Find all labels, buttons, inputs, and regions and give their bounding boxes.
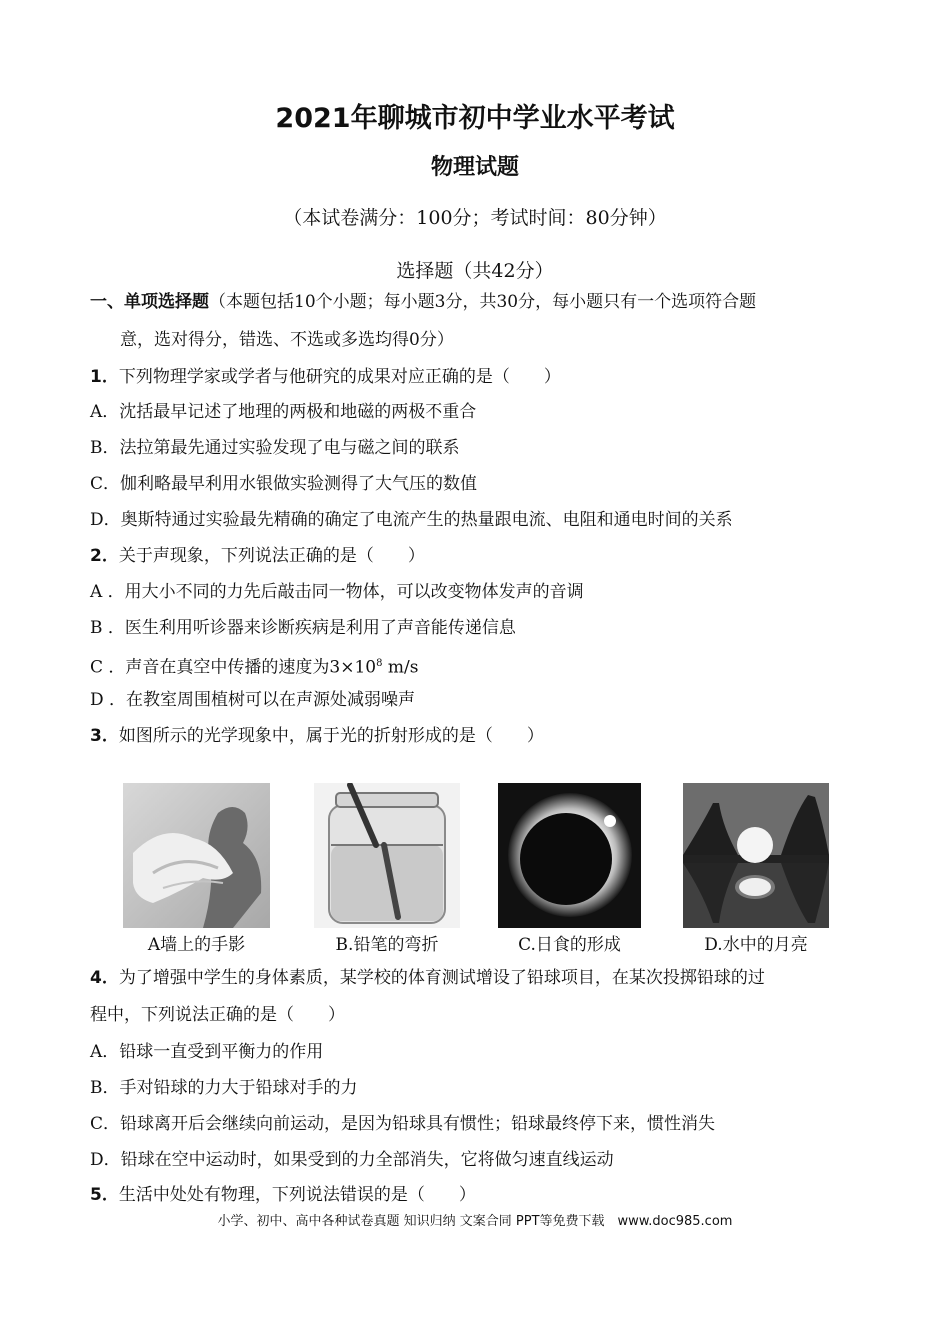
q1-stem-line [90,365,561,389]
q2-option-c [90,652,418,680]
figure-hand-shadow [123,783,270,928]
q2-number: 2． [90,546,119,566]
q2-option-c-exp: 8 [376,658,383,669]
part1-heading-line [90,290,756,314]
caption-b: B.铅笔的弯折 [335,935,439,955]
exam-subtitle: 物理试题 [430,155,519,180]
q2-stem: 关于声现象，下列说法正确的是（ ） [118,546,425,566]
q4-option-b: B．手对铅球的力大于铅球对手的力 [90,1078,358,1098]
figure-moon-reflection [683,783,829,928]
section-title: 选择题（共42分） [396,260,554,282]
q4-stem-b: 程中，下列说法正确的是（ ） [90,1005,345,1025]
caption-c: C.日食的形成 [518,935,621,955]
caption-d: D.水中的月亮 [704,935,808,955]
part1-note-a: （本题包括10个小题；每小题3分，共30分，每小题只有一个选项符合题 [209,292,757,312]
q1-stem: 下列物理学家或学者与他研究的成果对应正确的是（ ） [118,367,561,387]
page-footer: 小学、初中、高中各种试卷真题 知识归纳 文案合同 PPT等免费下载 www.doc985.com [217,1214,733,1229]
q2-option-b: B ．医生利用听诊器来诊断疾病是利用了声音能传递信息 [90,618,516,638]
exam-title: 2021年聊城市初中学业水平考试 [275,103,675,134]
exam-meta: （本试卷满分：100分；考试时间：80分钟） [283,207,667,229]
figure-solar-eclipse [498,783,641,928]
q2-option-a: A ．用大小不同的力先后敲击同一物体，可以改变物体发声的音调 [90,582,584,602]
q4-option-c: C．铅球离开后会继续向前运动，是因为铅球具有惯性；铅球最终停下来，惯性消失 [90,1114,716,1134]
q2-stem-line [90,544,425,568]
q3-figure-row [0,783,950,928]
part1-heading: 一、单项选择题 [90,292,209,312]
q3-stem-line [90,724,544,748]
q4-stem-line-a [90,966,765,990]
caption-a: A墙上的手影 [147,935,246,955]
q5-stem: 生活中处处有物理，下列说法错误的是（ ） [118,1185,476,1205]
q1-number: 1． [90,367,119,387]
q1-option-c: C．伽利略最早利用水银做实验测得了大气压的数值 [90,474,478,494]
q2-option-c-pre: C ．声音在真空中传播的速度为3×10 [90,657,377,678]
q4-option-d: D．铅球在空中运动时，如果受到的力全部消失，它将做匀速直线运动 [90,1150,614,1170]
part1-note-b: 意，选对得分，错选、不选或多选均得0分） [120,330,454,350]
q2-option-d: D ．在教室周围植树可以在声源处减弱噪声 [90,690,416,710]
q3-stem: 如图所示的光学现象中，属于光的折射形成的是（ ） [118,726,544,746]
q5-number: 5． [90,1185,119,1205]
q1-option-d: D．奥斯特通过实验最先精确的确定了电流产生的热量跟电流、电阻和通电时间的关系 [90,510,733,530]
q2-option-c-post: m/s [382,657,419,678]
figure-bent-pencil [314,783,460,928]
q1-option-a: A．沈括最早记述了地理的两极和地磁的两极不重合 [90,402,477,422]
q1-option-b: B．法拉第最先通过实验发现了电与磁之间的联系 [90,438,460,458]
q3-number: 3． [90,726,119,746]
q4-stem-a: 为了增强中学生的身体素质，某学校的体育测试增设了铅球项目，在某次投掷铅球的过 [118,968,765,988]
q5-stem-line [90,1183,476,1207]
q4-option-a: A．铅球一直受到平衡力的作用 [90,1042,324,1062]
q4-number: 4． [90,968,119,988]
